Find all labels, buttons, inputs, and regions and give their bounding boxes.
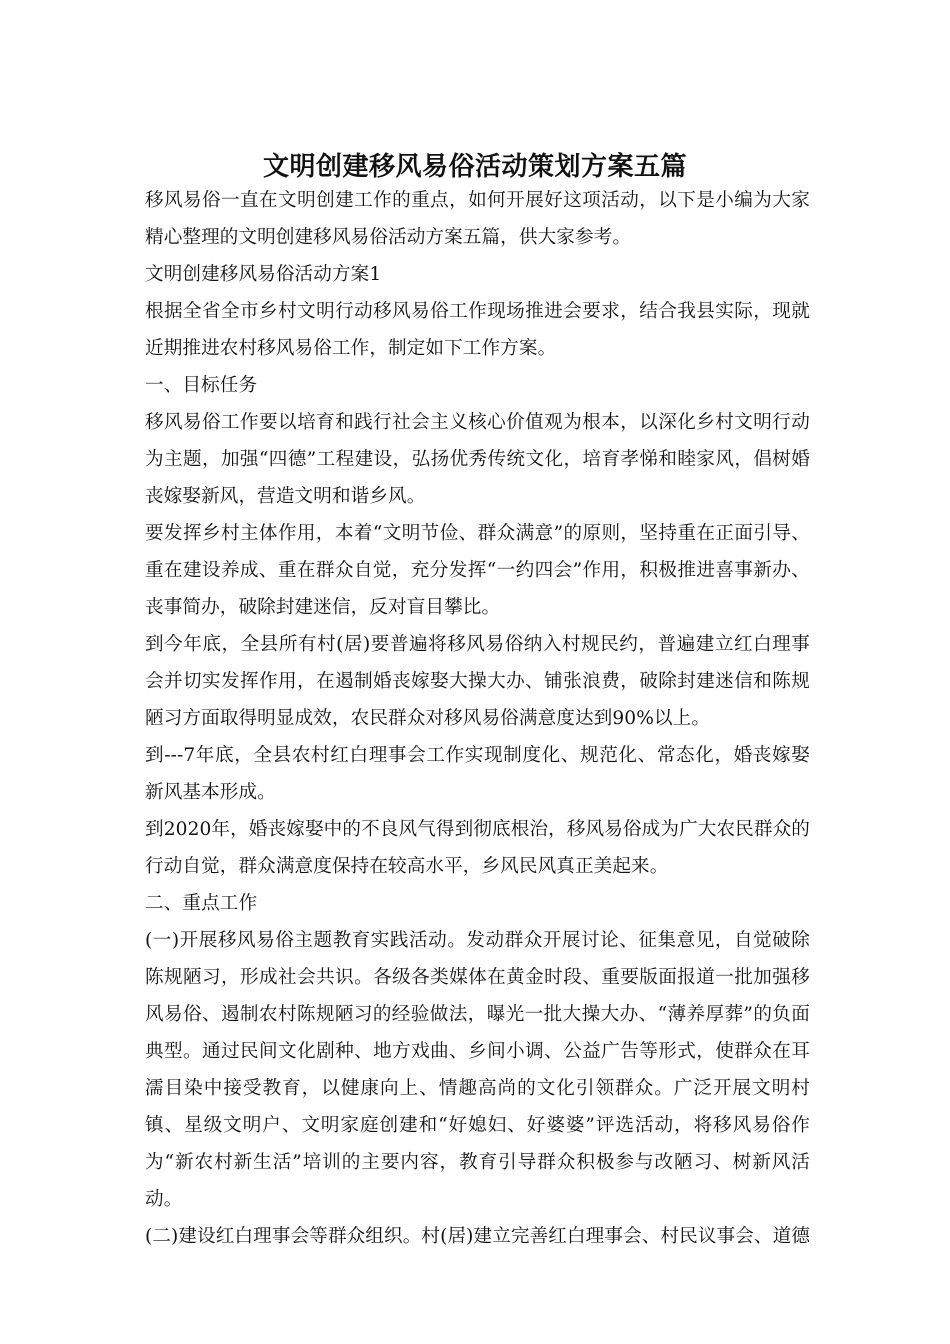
document-title: 文明创建移风易俗活动策划方案五篇 [262, 152, 687, 183]
body-paragraph: 到2020年，婚丧嫁娶中的不良风气得到彻底根治，移风易俗成为广大农民群众的行动自觉，群众满意度保持在较高水平，乡风民风真正美起来。 [145, 819, 810, 877]
body-paragraph: (二)建设红白理事会等群众组织。村(居)建立完善红白理事会、村民议事会、道德 [145, 1226, 811, 1247]
body-paragraph: 移风易俗工作要以培育和践行社会主义核心价值观为根本，以深化乡村文明行动为主题，加强“四德”工程建设，弘扬优秀传统文化，培育孝悌和睦家风，倡树婚丧嫁娶新风，营造文明和谐乡风。 [145, 412, 810, 507]
section-heading-plan-1: 文明创建移风易俗活动方案1 [145, 264, 382, 285]
section-heading-key-work: 二、重点工作 [145, 893, 258, 914]
body-paragraph: (一)开展移风易俗主题教育实践活动。发动群众开展讨论、征集意见，自觉破除陈规陋习，形成社会共识。各级各类媒体在黄金时段、重要版面报道一批加强移风易俗、遏制农村陈规陋习的经验做法，曝光一批大操大办、“薄养厚葬”的负面典型。通过民间文化剧种、地方戏曲、乡间小调、公益广告等形式，使群众在耳濡目染中接受教育，以健康向上、情趣高尚的文化引领群众。广泛开展文明村镇、星级文明户、文明家庭创建和“好媳妇、好婆婆”评选活动，将移风易俗作为“新农村新生活”培训的主要内容，教育引导群众积极参与改陋习、树新风活动。 [145, 930, 810, 1210]
body-paragraph: 要发挥乡村主体作用，本着“文明节俭、群众满意”的原则，坚持重在正面引导、重在建设养成、重在群众自觉，充分发挥“一约四会”作用，积极推进喜事新办、丧事简办，破除封建迷信，反对盲目攀比。 [145, 523, 810, 618]
section-heading-goals: 一、目标任务 [145, 375, 258, 396]
body-paragraph: 到---7年底，全县农村红白理事会工作实现制度化、规范化、常态化，婚丧嫁娶新风基本形成。 [145, 745, 810, 803]
intro-paragraph: 移风易俗一直在文明创建工作的重点，如何开展好这项活动，以下是小编为大家精心整理的文明创建移风易俗活动方案五篇，供大家参考。 [145, 190, 810, 248]
body-paragraph: 根据全省全市乡村文明行动移风易俗工作现场推进会要求，结合我县实际，现就近期推进农村移风易俗工作，制定如下工作方案。 [145, 301, 810, 359]
document-body [145, 182, 810, 1255]
body-paragraph: 到今年底，全县所有村(居)要普遍将移风易俗纳入村规民约，普遍建立红白理事会并切实发挥作用，在遏制婚丧嫁娶大操大办、铺张浪费，破除封建迷信和陈规陋习方面取得明显成效，农民群众对移风易俗满意度达到90%以上。 [145, 634, 810, 729]
